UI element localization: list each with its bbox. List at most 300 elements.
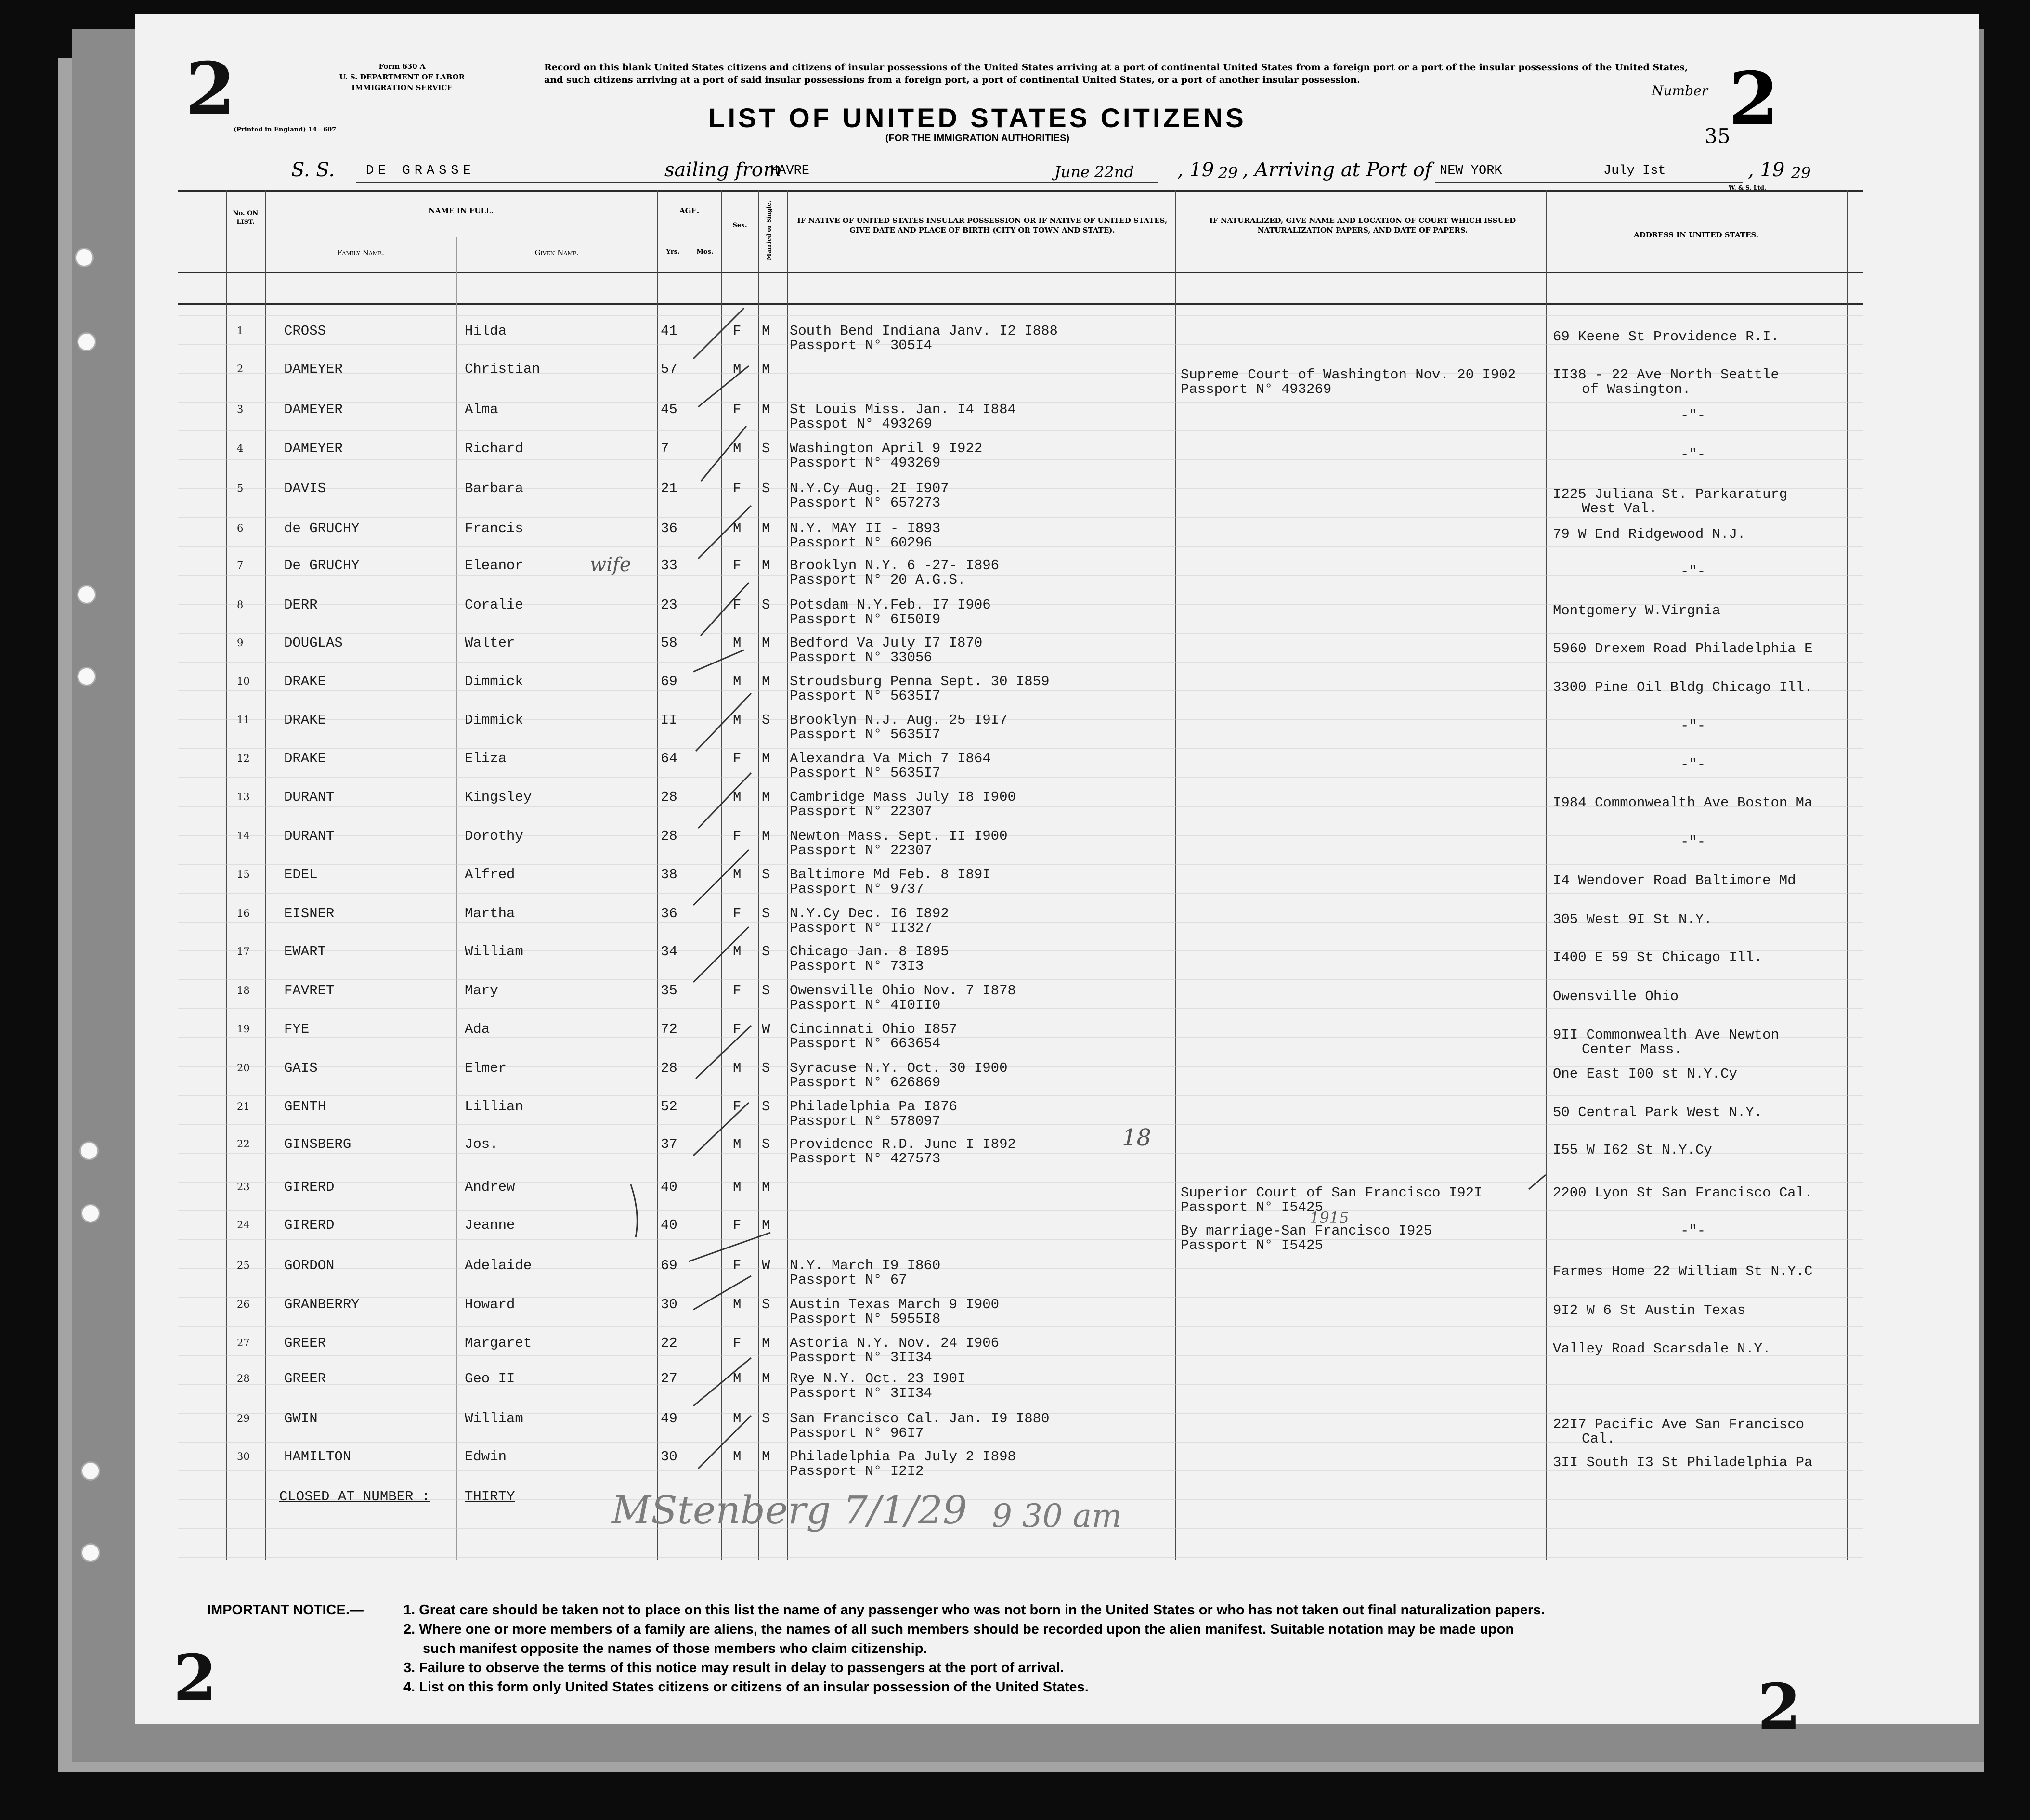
page-title: LIST OF UNITED STATES CITIZENS [708, 103, 1247, 133]
binder-edge [0, 0, 149, 1820]
family-name: De GRUCHY [284, 558, 360, 573]
birth-place: Washington April 9 I922 [790, 441, 983, 456]
address: I984 Commonwealth Ave Boston Ma [1553, 795, 1813, 811]
birth-place: N.Y.Cy Aug. 2I I907 [790, 481, 949, 496]
address: -"- [1680, 563, 1706, 579]
row-number: 5 [237, 482, 244, 494]
address: Valley Road Scarsdale N.Y. [1553, 1341, 1771, 1357]
header-married-single: Married or Single. [766, 200, 772, 260]
row-number: 24 [237, 1219, 250, 1231]
family-name: GIRERD [284, 1179, 335, 1195]
header-age: AGE. [679, 207, 700, 215]
given-name: Geo II [465, 1371, 515, 1387]
family-name: DURANT [284, 828, 335, 844]
marital-status: M [762, 1335, 770, 1351]
sex: F [733, 597, 742, 613]
marital-status: M [762, 402, 770, 417]
header-address: ADDRESS IN UNITED STATES. [1634, 231, 1758, 239]
passport-number: Passport N° 73I3 [790, 958, 924, 974]
address-continued: of Wasington. [1582, 381, 1691, 397]
punch-hole [81, 1461, 100, 1481]
address: -"- [1680, 718, 1706, 734]
row-number: 9 [237, 637, 244, 649]
birth-place: Bedford Va July I7 I870 [790, 635, 983, 651]
birth-place: South Bend Indiana Janv. I2 I888 [790, 323, 1058, 339]
address: Montgomery W.Virgnia [1553, 603, 1721, 619]
record-instructions: Record on this blank United States citizens and citizens of insular possessions of the United States arriving at a port of continental United States from a foreign port or a port of the insular possessions of the United States, and such citizens arriving at a port of said insular possessions from a foreign port, a port of continental United States, or a port of another insular possession. [544, 62, 1688, 85]
sex: M [733, 712, 742, 728]
age-years: 28 [661, 828, 677, 844]
age-years: 35 [661, 983, 677, 999]
sex: M [733, 1449, 742, 1465]
naturalization-court: By marriage-San Francisco I925 [1181, 1223, 1432, 1239]
birth-place: Alexandra Va Mich 7 I864 [790, 751, 991, 767]
marital-status: M [762, 674, 770, 689]
sex: F [733, 828, 742, 844]
header-family-name: Family Name. [337, 248, 384, 257]
passport-number: Passport N° 22307 [790, 843, 932, 858]
family-name: DURANT [284, 789, 335, 805]
row-number: 26 [237, 1299, 250, 1310]
passport-number: Passport N° 578097 [790, 1113, 941, 1129]
passport-number: Passport N° 5955I8 [790, 1311, 941, 1327]
row-number: 10 [237, 676, 250, 687]
sex: M [733, 635, 742, 651]
family-name: EWART [284, 944, 326, 960]
ship-name: DE GRASSE [366, 164, 475, 178]
passport-number: Passport N° 305I4 [790, 338, 932, 353]
sail-year-prefix: , 19 [1177, 159, 1214, 181]
age-years: 30 [661, 1449, 677, 1465]
notice-item-1: 1. Great care should be taken not to place on this list the name of any passenger who was not born in the United States or who has not taken out final naturalization papers. [403, 1602, 1545, 1618]
family-name: DRAKE [284, 751, 326, 767]
age-years: 52 [661, 1099, 677, 1115]
list-number: 2 [1729, 56, 1779, 141]
birth-place: Rye N.Y. Oct. 23 I90I [790, 1371, 966, 1387]
marital-status: M [762, 1449, 770, 1465]
row-number: 1 [237, 325, 244, 337]
age-years: 30 [661, 1297, 677, 1313]
given-name: Mary [465, 983, 498, 999]
family-name: GREER [284, 1335, 326, 1351]
given-name: Hilda [465, 323, 507, 339]
passport-number: Passport N° 657273 [790, 495, 941, 511]
given-name: William [465, 1411, 523, 1427]
inspector-signature: MStenberg 7/1/29 [612, 1488, 967, 1533]
birth-place: N.Y. March I9 I860 [790, 1258, 941, 1274]
address: 79 W End Ridgewood N.J. [1553, 526, 1746, 542]
notice-item-2: 2. Where one or more members of a family are aliens, the names of all such members should be recorded upon the alien manifest. Suitable notation may be made upon [403, 1622, 1514, 1637]
row-number: 23 [237, 1181, 250, 1193]
given-name: Margaret [465, 1335, 532, 1351]
age-years: 40 [661, 1179, 677, 1195]
sex: M [733, 361, 742, 377]
sex: F [733, 1021, 742, 1037]
birth-place: Potsdam N.Y.Feb. I7 I906 [790, 597, 991, 613]
arrival-year: 29 [1791, 164, 1811, 182]
row-number: 29 [237, 1413, 250, 1424]
age-years: 38 [661, 867, 677, 883]
punch-hole [75, 248, 94, 267]
marital-status: S [762, 712, 770, 728]
family-name: FYE [284, 1021, 310, 1037]
header-years: Yrs. [666, 248, 680, 256]
row-number: 14 [237, 830, 250, 842]
address: II38 - 22 Ave North Seattle [1553, 367, 1779, 383]
address: 305 West 9I St N.Y. [1553, 911, 1712, 927]
naturalization-passport: Passport N° I5425 [1181, 1237, 1323, 1253]
given-name: Howard [465, 1297, 515, 1313]
passport-number: Passport N° 5635I7 [790, 688, 941, 704]
header-sex: Sex. [732, 222, 747, 229]
birth-place: Baltimore Md Feb. 8 I89I [790, 867, 991, 883]
birth-place: Cincinnati Ohio I857 [790, 1021, 958, 1037]
family-name: GORDON [284, 1258, 335, 1274]
arrival-year-prefix: , 19 [1748, 159, 1785, 181]
address-continued: Cal. [1582, 1431, 1615, 1447]
sex: M [733, 520, 742, 536]
birth-place: Austin Texas March 9 I900 [790, 1297, 1000, 1313]
given-name: Kingsley [465, 789, 532, 805]
header-name-in-full: NAME IN FULL. [429, 207, 494, 215]
address: 50 Central Park West N.Y. [1553, 1105, 1763, 1120]
row-number: 12 [237, 753, 250, 764]
given-name: Ada [465, 1021, 490, 1037]
sex: M [733, 1297, 742, 1313]
address: One East I00 st N.Y.Cy [1553, 1066, 1737, 1082]
wife-note: wife [590, 554, 631, 576]
naturalization-passport: Passport N° 493269 [1181, 381, 1332, 397]
row-number: 4 [237, 442, 244, 454]
row-number: 16 [237, 908, 250, 919]
address: Farmes Home 22 William St N.Y.C [1553, 1263, 1813, 1279]
address: I400 E 59 St Chicago Ill. [1553, 949, 1763, 965]
address: -"- [1680, 756, 1706, 772]
address: I4 Wendover Road Baltimore Md [1553, 872, 1796, 888]
marital-status: M [762, 789, 770, 805]
marital-status: M [762, 323, 770, 339]
family-name: EISNER [284, 906, 335, 922]
family-name: EDEL [284, 867, 318, 883]
family-name: GRANBERRY [284, 1297, 360, 1313]
marital-status: S [762, 983, 770, 999]
tally-note: 18 [1122, 1124, 1152, 1151]
stamp-number: 35 [1705, 124, 1731, 148]
notice-item-3: 3. Failure to observe the terms of this notice may result in delay to passengers at the port of arrival. [403, 1660, 1064, 1676]
address: 69 Keene St Providence R.I. [1553, 329, 1779, 345]
notice-item-2-cont: such manifest opposite the names of those members who claim citizenship. [423, 1641, 927, 1656]
age-years: 58 [661, 635, 677, 651]
passport-number: Passport N° 626869 [790, 1075, 941, 1091]
sex: M [733, 674, 742, 689]
passport-number: Passport N° 67 [790, 1272, 907, 1288]
passport-number: Passport N° I2I2 [790, 1463, 924, 1479]
family-name: DAMEYER [284, 361, 343, 377]
sex: M [733, 441, 742, 456]
sex: F [733, 1258, 742, 1274]
given-name: Coralie [465, 597, 523, 613]
marital-status: W [762, 1258, 770, 1274]
address: 9II Commonwealth Ave Newton [1553, 1027, 1779, 1043]
marital-status: S [762, 1060, 770, 1076]
family-name: DRAKE [284, 712, 326, 728]
passport-number: Passport N° 663654 [790, 1036, 941, 1052]
punch-hole [81, 1543, 100, 1562]
birth-place: Philadelphia Pa I876 [790, 1099, 958, 1115]
row-number: 17 [237, 946, 250, 957]
row-number: 19 [237, 1023, 250, 1035]
sex: M [733, 1136, 742, 1152]
address: Owensville Ohio [1553, 988, 1679, 1004]
arrival-port: NEW YORK [1440, 164, 1502, 178]
marital-status: W [762, 1021, 770, 1037]
age-years: 37 [661, 1136, 677, 1152]
sex: F [733, 983, 742, 999]
passport-number: Passport N° 20 A.G.S. [790, 572, 966, 588]
given-name: Walter [465, 635, 515, 651]
family-name: GENTH [284, 1099, 326, 1115]
closed-at-value: THIRTY [465, 1489, 515, 1505]
ss-label: S. S. [291, 159, 335, 181]
birth-place: Brooklyn N.J. Aug. 25 I9I7 [790, 712, 1008, 728]
family-name: DAMEYER [284, 402, 343, 417]
row-number: 3 [237, 403, 244, 415]
given-name: Jos. [465, 1136, 498, 1152]
address-continued: Center Mass. [1582, 1041, 1682, 1057]
given-name: Eleanor [465, 558, 523, 573]
given-name: Elmer [465, 1060, 507, 1076]
corner-number-top-left: 2 [185, 47, 236, 131]
printed-note: (Printed in England) 14—607 [234, 126, 337, 133]
row-number: 18 [237, 985, 250, 996]
family-name: GIRERD [284, 1217, 335, 1233]
family-name: DOUGLAS [284, 635, 343, 651]
age-years: 36 [661, 520, 677, 536]
passport-number: Passport N° 493269 [790, 455, 941, 471]
address: I55 W I62 St N.Y.Cy [1553, 1142, 1712, 1158]
family-name: DERR [284, 597, 318, 613]
marital-status: S [762, 1136, 770, 1152]
sex: M [733, 867, 742, 883]
voyage-line [154, 159, 1830, 188]
age-years: 49 [661, 1411, 677, 1427]
marital-status: S [762, 906, 770, 922]
given-name: Dimmick [465, 712, 523, 728]
sex: M [733, 1411, 742, 1427]
age-years: 34 [661, 944, 677, 960]
given-name: Alma [465, 402, 498, 417]
given-name: Adelaide [465, 1258, 532, 1274]
service: IMMIGRATION SERVICE [351, 83, 453, 92]
marital-status: S [762, 1411, 770, 1427]
family-name: CROSS [284, 323, 326, 339]
address: 22I7 Pacific Ave San Francisco [1553, 1417, 1805, 1432]
given-name: Andrew [465, 1179, 515, 1195]
age-years: 41 [661, 323, 677, 339]
passport-number: Passport N° 33056 [790, 650, 932, 665]
birth-place: Cambridge Mass July I8 I900 [790, 789, 1016, 805]
row-number: 20 [237, 1062, 250, 1074]
family-name: GWIN [284, 1411, 318, 1427]
address: 3300 Pine Oil Bldg Chicago Ill. [1553, 679, 1813, 695]
passport-number: Passport N° 3II34 [790, 1385, 932, 1401]
passport-number: Passport N° 5635I7 [790, 765, 941, 781]
address: -"- [1680, 1223, 1706, 1239]
passport-number: Passport N° 6I50I9 [790, 611, 941, 627]
printer-mark: W. & S. Ltd. [1729, 184, 1767, 191]
age-years: 7 [661, 441, 669, 456]
age-years: 69 [661, 674, 677, 689]
marital-status: M [762, 1179, 770, 1195]
sex: M [733, 1371, 742, 1387]
passport-number: Passport N° 5635I7 [790, 727, 941, 742]
marital-status: S [762, 1297, 770, 1313]
arrival-date: July Ist [1603, 164, 1666, 178]
header-naturalization: IF NATURALIZED, GIVE NAME AND LOCATION OF COURT WHICH ISSUED NATURALIZATION PAPERS, AND DATE OF PAPERS. [1209, 216, 1516, 235]
marital-status: M [762, 751, 770, 767]
sex: F [733, 1217, 742, 1233]
sex: F [733, 323, 742, 339]
number-label: Number [1652, 83, 1708, 99]
marital-status: M [762, 1371, 770, 1387]
age-years: 28 [661, 1060, 677, 1076]
arriving-label: , Arriving at Port of [1242, 159, 1432, 181]
punch-hole [77, 585, 96, 604]
passport-number: Passpot N° 493269 [790, 416, 932, 432]
given-name: Christian [465, 361, 540, 377]
given-name: Martha [465, 906, 515, 922]
naturalization-court: Supreme Court of Washington Nov. 20 I902 [1181, 367, 1516, 383]
birth-place: Owensville Ohio Nov. 7 I878 [790, 983, 1016, 999]
given-name: William [465, 944, 523, 960]
age-years: 36 [661, 906, 677, 922]
closed-at-label: CLOSED AT NUMBER : [279, 1489, 430, 1505]
family-name: DRAKE [284, 674, 326, 689]
given-name: Dimmick [465, 674, 523, 689]
marital-status: S [762, 1099, 770, 1115]
passport-number: Passport N° 60296 [790, 535, 932, 551]
address: I225 Juliana St. Parkaraturg [1553, 486, 1788, 502]
family-name: HAMILTON [284, 1449, 351, 1465]
address: 5960 Drexem Road Philadelphia E [1553, 641, 1813, 657]
row-number: 8 [237, 599, 244, 611]
row-number: 11 [237, 714, 250, 726]
row-number: 27 [237, 1337, 250, 1349]
age-years: 33 [661, 558, 677, 573]
marital-status: S [762, 867, 770, 883]
age-years: 57 [661, 361, 677, 377]
sex: F [733, 1335, 742, 1351]
punch-hole [79, 1141, 99, 1160]
marital-status: S [762, 441, 770, 456]
sex: F [733, 1099, 742, 1115]
departure-port: HAVRE [770, 164, 810, 178]
sex: F [733, 906, 742, 922]
family-name: DAMEYER [284, 441, 343, 456]
sex: F [733, 751, 742, 767]
header-given-name: Given Name. [534, 248, 579, 257]
family-name: GREER [284, 1371, 326, 1387]
marital-status: M [762, 828, 770, 844]
address: -"- [1680, 407, 1706, 423]
row-number: 13 [237, 791, 250, 803]
notice-label: IMPORTANT NOTICE.— [207, 1602, 364, 1618]
row-number: 21 [237, 1101, 250, 1112]
given-name: Edwin [465, 1449, 507, 1465]
birth-place: Providence R.D. June I I892 [790, 1136, 1016, 1152]
birth-place: Brooklyn N.Y. 6 -27- I896 [790, 558, 1000, 573]
age-years: 27 [661, 1371, 677, 1387]
marital-status: S [762, 481, 770, 496]
page-subtitle: (FOR THE IMMIGRATION AUTHORITIES) [885, 133, 1070, 143]
age-years: 45 [661, 402, 677, 417]
given-name: Francis [465, 520, 523, 536]
department: U. S. DEPARTMENT OF LABOR [339, 72, 465, 81]
form-info [267, 62, 537, 93]
given-name: Alfred [465, 867, 515, 883]
sex: F [733, 558, 742, 573]
row-number: 2 [237, 363, 244, 375]
address: -"- [1680, 834, 1706, 850]
family-name: GAIS [284, 1060, 318, 1076]
address: -"- [1680, 446, 1706, 462]
row-number: 7 [237, 559, 244, 571]
address: 3II South I3 St Philadelphia Pa [1553, 1455, 1813, 1470]
passport-number: Passport N° 9737 [790, 881, 924, 897]
passport-number: Passport N° 96I7 [790, 1425, 924, 1441]
given-name: Barbara [465, 481, 523, 496]
age-years: 21 [661, 481, 677, 496]
sex: M [733, 789, 742, 805]
row-number: 25 [237, 1260, 250, 1271]
age-years: 22 [661, 1335, 677, 1351]
passport-number: Passport N° 3II34 [790, 1350, 932, 1365]
naturalization-passport: Passport N° I5425 [1181, 1199, 1323, 1215]
birth-place: Syracuse N.Y. Oct. 30 I900 [790, 1060, 1008, 1076]
corner-number-bottom-left: 2 [173, 1641, 217, 1715]
family-name: DAVIS [284, 481, 326, 496]
passport-number: Passport N° 22307 [790, 804, 932, 819]
address: 2200 Lyon St San Francisco Cal. [1553, 1185, 1813, 1201]
given-name: Richard [465, 441, 523, 456]
birth-place: N.Y. MAY II - I893 [790, 520, 941, 536]
age-years: 40 [661, 1217, 677, 1233]
sex: F [733, 481, 742, 496]
birth-place: Newton Mass. Sept. II I900 [790, 828, 1008, 844]
birth-place: San Francisco Cal. Jan. I9 I880 [790, 1411, 1050, 1427]
passport-number: Passport N° 4I0II0 [790, 997, 941, 1013]
given-name: Dorothy [465, 828, 523, 844]
punch-hole [77, 332, 96, 351]
marital-status: S [762, 597, 770, 613]
marital-status: M [762, 1217, 770, 1233]
age-years: 28 [661, 789, 677, 805]
address-continued: West Val. [1582, 501, 1657, 517]
marital-status: M [762, 520, 770, 536]
header-number: No. ON LIST. [233, 210, 259, 226]
marital-status: S [762, 944, 770, 960]
family-name: de GRUCHY [284, 520, 360, 536]
given-name: Eliza [465, 751, 507, 767]
birth-place: Chicago Jan. 8 I895 [790, 944, 949, 960]
sailing-date: June 22nd [1054, 163, 1134, 181]
passport-number: Passport N° 427573 [790, 1151, 941, 1167]
sex: M [733, 944, 742, 960]
header-birth-place: IF NATIVE OF UNITED STATES INSULAR POSSESSION OR IF NATIVE OF UNITED STATES, GIVE DATE AND PLACE OF BIRTH (CITY OR TOWN AND STATE). [797, 216, 1168, 235]
marital-status: M [762, 635, 770, 651]
address: 9I2 W 6 St Austin Texas [1553, 1302, 1746, 1318]
year-correction: 1915 [1310, 1209, 1349, 1227]
